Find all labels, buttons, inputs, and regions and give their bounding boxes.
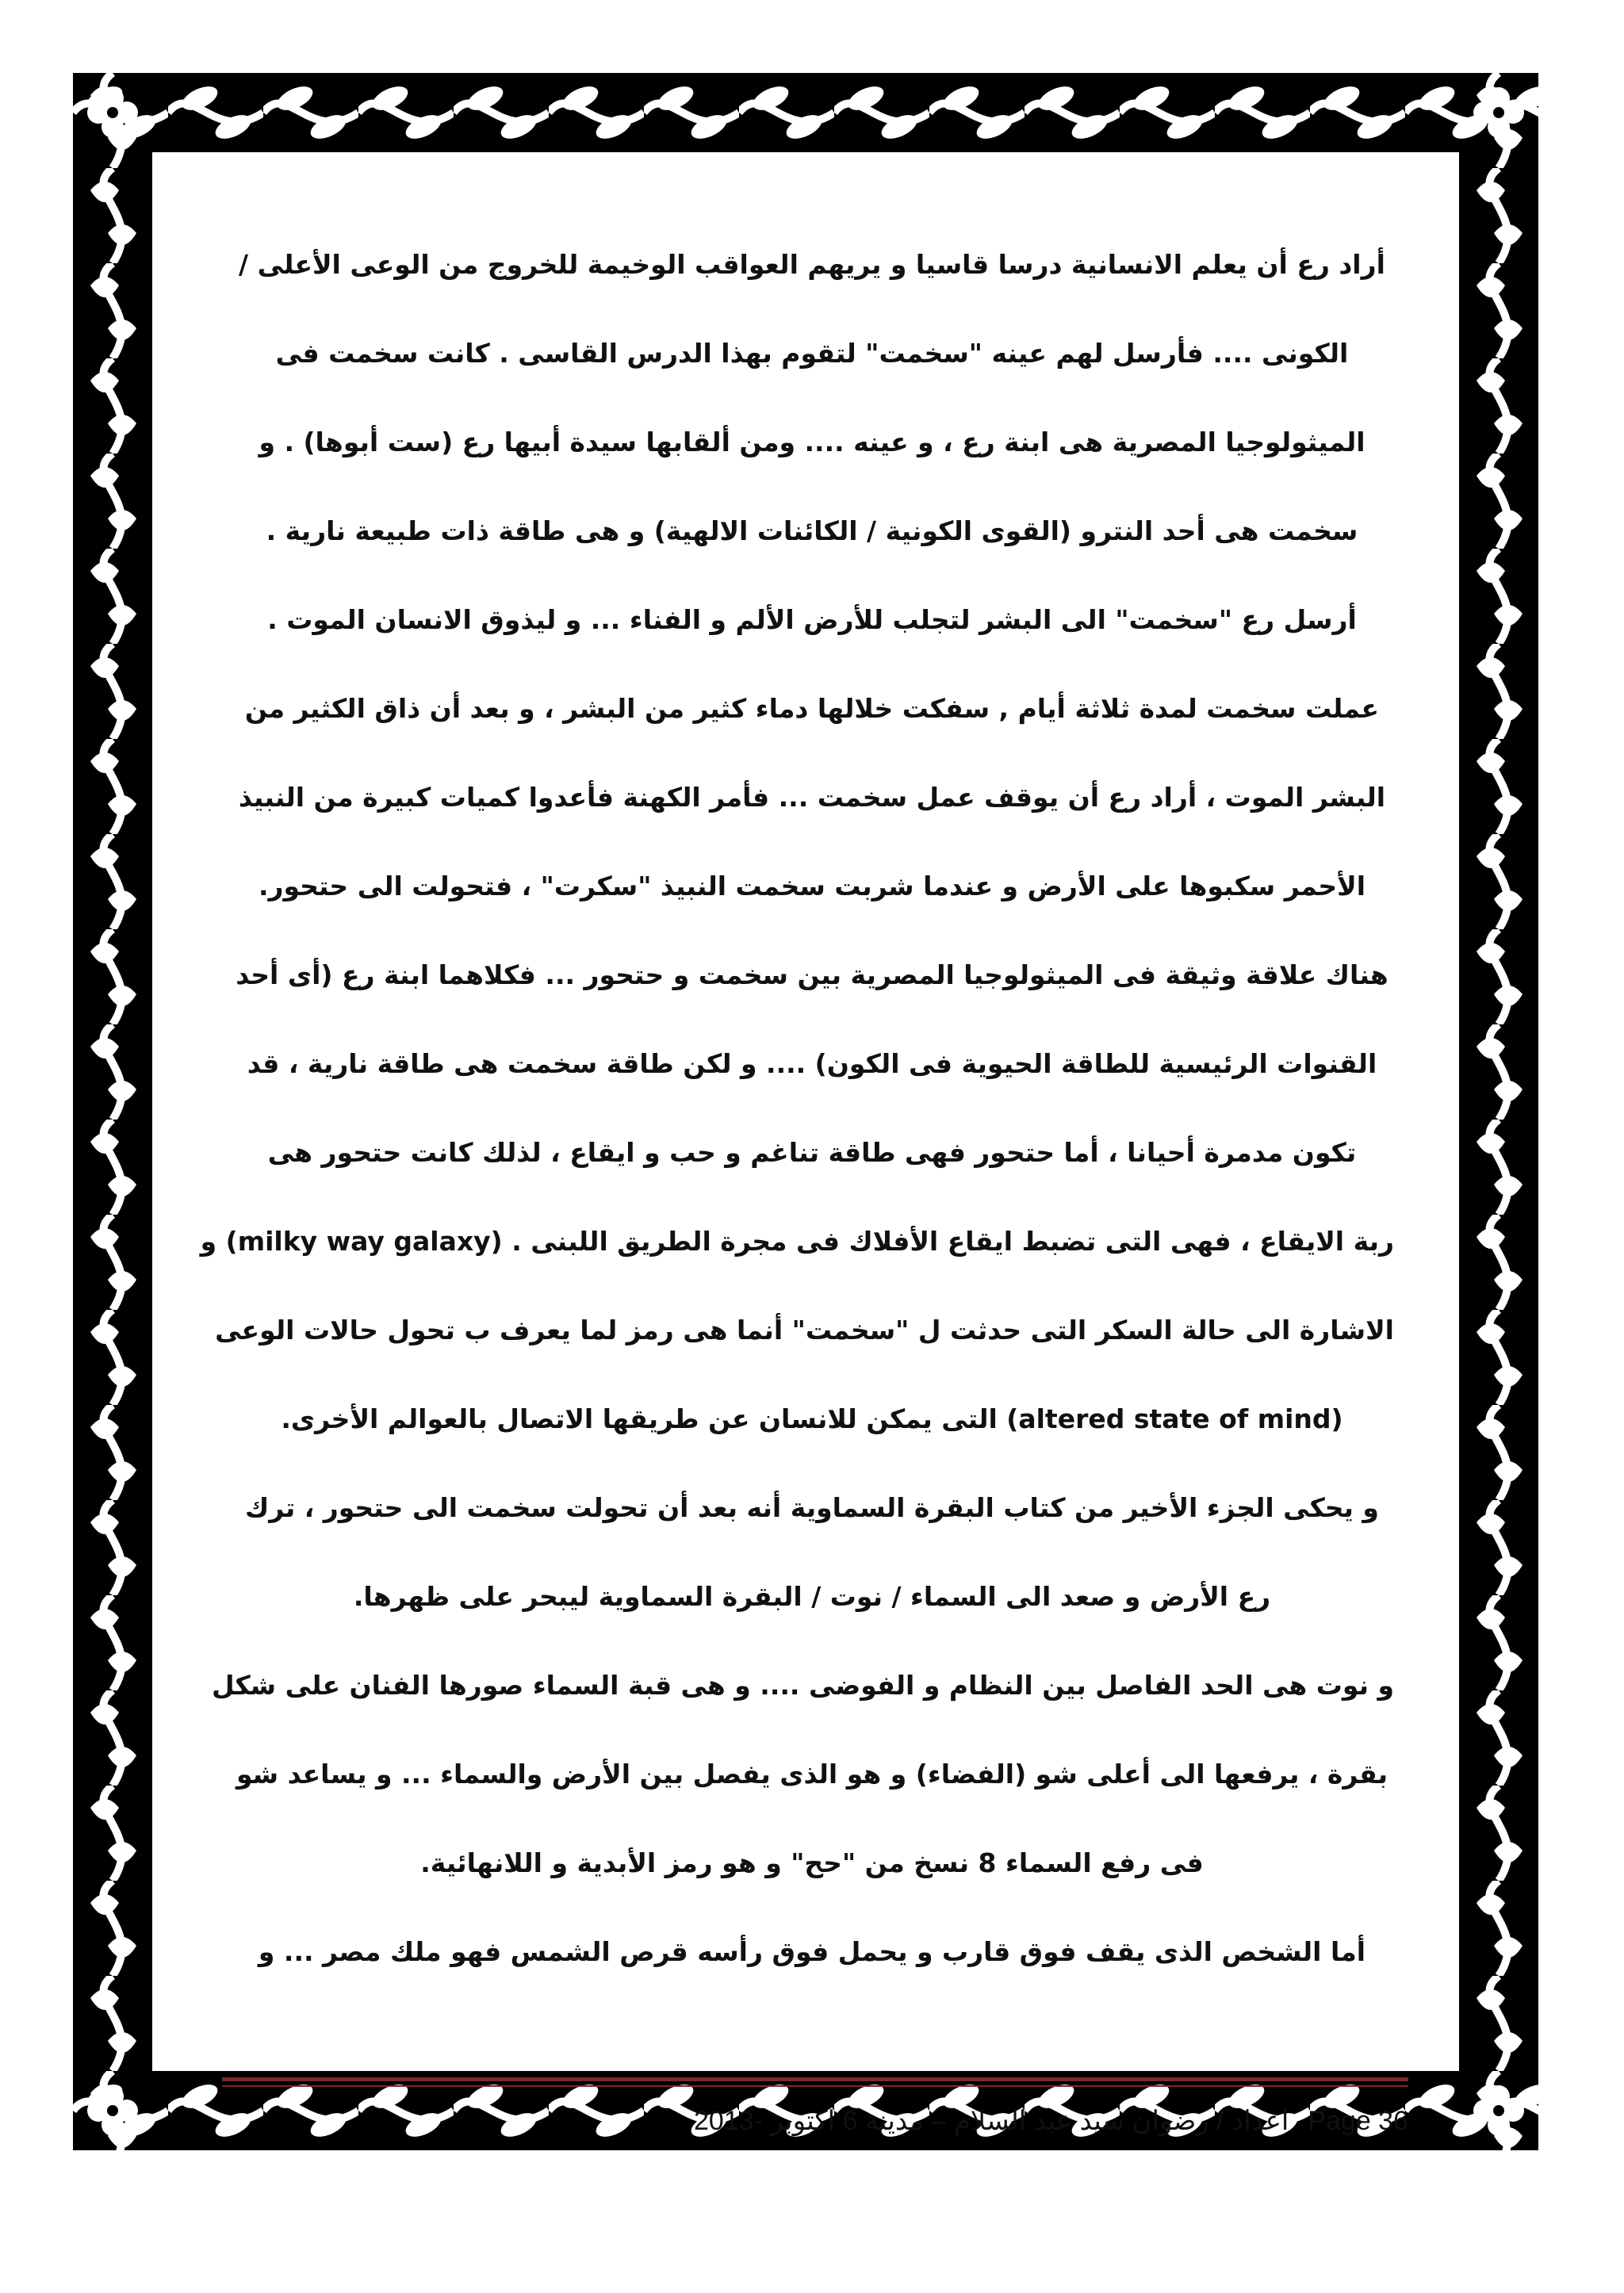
text-line: و يحكى الجزء الأخير من كتاب البقرة السماوية أنه بعد أن تحولت سخمت الى حتحور ، ترك (245, 1492, 1379, 1523)
footer-rule (222, 2077, 1408, 2081)
vine-top-icon (73, 73, 1538, 152)
text-line: الاشارة الى حالة السكر التى حدثت ل "سخمت" أنما هى رمز لما يعرف ب تحول حالات الوعى (215, 1315, 1394, 1346)
vine-right-icon (1459, 73, 1538, 2150)
text-line: فى رفع السماء 8 نسخ من "حح" و هو رمز الأبدية و اللانهائية. (420, 1847, 1204, 1878)
text-line: الكونى .... فأرسل لهم عينه "سخمت" لتقوم بهذا الدرس القاسى . كانت سخمت فى (275, 338, 1349, 369)
text-line: ربة الايقاع ، فهى التى تضبط ايقاع الأفلاك فى مجرة الطريق اللبنى . (milky way galaxy) و (200, 1226, 1394, 1257)
text-line: أرسل رع "سخمت" الى البشر لتجلب للأرض الألم و الفناء ... و ليذوق الانسان الموت . (267, 604, 1357, 635)
article-body (200, 220, 1394, 1996)
footer-rule (222, 2085, 1408, 2087)
text-line: أراد رع أن يعلم الانسانية درسا قاسيا و يريهم العواقب الوخيمة للخروج من الوعى الأعلى / (239, 249, 1385, 280)
text-line: الميثولوجيا المصرية هى ابنة رع ، و عينه .... ومن ألقابها سيدة أبيها رع (ست أبوها) . و (259, 427, 1365, 457)
text-line: رع الأرض و صعد الى السماء / نوت / البقرة السماوية ليبحر على ظهرها. (353, 1581, 1271, 1612)
text-line: و نوت هى الحد الفاصل بين النظام و الفوضى .... و هى قبة السماء صورها الفنان على شكل (212, 1670, 1394, 1701)
text-line: البشر الموت ، أراد رع أن يوقف عمل سخمت ... فأمر الكهنة فأعدوا كميات كبيرة من النبيذ (238, 782, 1386, 813)
text-line: أما الشخص الذى يقف فوق قارب و يحمل فوق رأسه قرص الشمس فهو ملك مصر ... و (258, 1936, 1366, 1967)
text-line: هناك علاقة وثيقة فى الميثولوجيا المصرية بين سخمت و حتحور ... فكلاهما ابنة رع (أى أحد (236, 959, 1388, 990)
text-line: القنوات الرئيسية للطاقة الحيوية فى الكون) .... و لكن طاقة سخمت هى طاقة نارية ، قد (247, 1048, 1377, 1079)
flower-icon (1467, 81, 1530, 144)
text-line: (altered state of mind) التى يمكن للانسان عن طريقها الاتصال بالعوالم الأخرى. (281, 1403, 1343, 1434)
flower-icon (1467, 2079, 1530, 2142)
flower-icon (81, 2079, 144, 2142)
text-line: الأحمر سكبوها على الأرض و عندما شربت سخمت النبيذ "سكرت" ، فتحولت الى حتحور. (258, 871, 1366, 902)
page-number: Page 36 (1308, 2105, 1408, 2136)
text-line: بقرة ، يرفعها الى أعلى شو (الفضاء) و هو الذى يفصل بين الأرض والسماء ... و يساعد شو (236, 1759, 1388, 1790)
text-line: تكون مدمرة أحيانا ، أما حتحور فهى طاقة تناغم و حب و ايقاع ، لذلك كانت حتحور هى (267, 1137, 1357, 1168)
text-line: سخمت هى أحد النترو (القوى الكونية / الكائنات الالهية) و هى طاقة ذات طبيعة نارية . (266, 515, 1358, 546)
footer-author: اعداد / رضوان سيد عبد السلام – مدينة 6 اكتوبر -2013 (694, 2106, 1289, 2136)
page-footer (222, 2103, 1408, 2139)
vine-left-icon (73, 73, 152, 2150)
text-line: عملت سخمت لمدة ثلاثة أيام , سفكت خلالها دماء كثير من البشر ، و بعد أن ذاق الكثير من (244, 693, 1380, 724)
flower-icon (81, 81, 144, 144)
